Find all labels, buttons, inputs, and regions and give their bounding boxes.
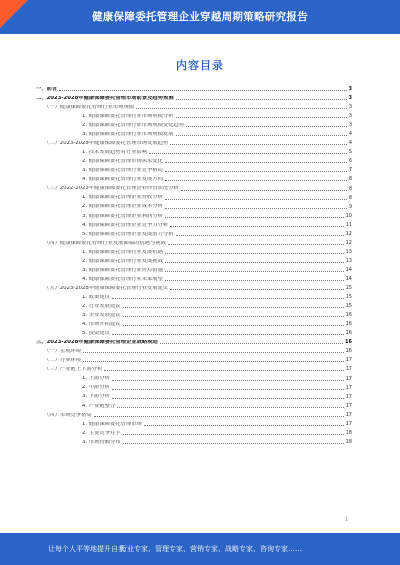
toc-entry-text: 3. 健康保障委托管理行业竞争格局 — [82, 168, 163, 174]
toc-entry-text: 4. 健康保障委托管理行业发展方向 — [82, 177, 163, 183]
toc-entry-text: 1. 健康保障委托管理企业营收分析 — [82, 195, 163, 201]
toc-page-number: 11 — [345, 221, 352, 228]
toc-page-number: 16 — [345, 321, 352, 328]
toc-page-number: 16 — [345, 330, 352, 337]
toc-entry[interactable] — [36, 94, 352, 103]
toc-entry[interactable] — [36, 139, 352, 148]
toc-page-number: 3 — [348, 86, 352, 93]
toc-leader-dots — [176, 135, 347, 136]
toc-entry-text: 二、2023-2028年健康保障委托管理市场前景及趋势预测 — [36, 95, 174, 101]
toc-page-number: 14 — [345, 276, 352, 282]
toc-entry-text: 2. 健康保障委托管理行业发展挑战 — [82, 258, 163, 264]
toc-entry[interactable] — [36, 384, 352, 393]
toc-leader-dots — [112, 380, 344, 381]
toc-page-number: 3 — [348, 95, 352, 102]
toc-entry-text: （四）健康保障委托管理行业发展面临的机遇与挑战 — [44, 240, 166, 246]
toc-page-number: 17 — [345, 384, 352, 391]
toc-entry-text: （一）宏观环境 — [44, 349, 82, 355]
toc-title: 内容目录 — [176, 59, 224, 72]
report-title: 健康保障委托管理企业穿越周期策略研究报告 — [92, 11, 308, 23]
toc-entry[interactable] — [36, 175, 352, 184]
toc-entry[interactable] — [36, 402, 352, 411]
toc-entry[interactable] — [36, 230, 352, 239]
toc-entry[interactable] — [36, 375, 352, 384]
toc-leader-dots — [112, 398, 344, 399]
toc-entry[interactable] — [36, 257, 352, 266]
toc-entry-text: 1. 政策建议 — [82, 294, 110, 300]
toc-entry-text: 2. 行业发展建议 — [82, 304, 121, 309]
toc-entry[interactable] — [36, 420, 352, 429]
toc-page-number: 14 — [345, 266, 352, 273]
toc-entry-text: 1. 健康保障委托管理行业市场规模分析 — [82, 114, 174, 120]
toc-entry-text: 2. 健康保障委托管理企业成本分析 — [82, 204, 163, 210]
toc-entry-text: （四）市场竞争格局 — [44, 412, 92, 418]
toc-entry-text: 2. 中游分析 — [82, 385, 110, 391]
toc-entry-text: （二）2023-2028年健康保障委托管理市场发展趋势 — [44, 141, 169, 147]
toc-leader-dots — [123, 307, 344, 308]
toc-leader-dots — [165, 171, 347, 172]
toc-entry[interactable] — [36, 203, 352, 212]
toc-entry-text: 3. 健康保障委托管理行业应对措施 — [82, 267, 163, 273]
toc-entry[interactable] — [36, 130, 352, 139]
header-bar — [0, 0, 400, 34]
toc-entry[interactable] — [36, 121, 352, 130]
toc-page-number: 4 — [348, 131, 352, 138]
toc-leader-dots — [165, 262, 344, 263]
toc-entry[interactable] — [36, 275, 352, 284]
toc-entry[interactable] — [36, 320, 352, 329]
toc-page-number: 3 — [348, 104, 352, 111]
toc-entry-text: 3. 企业发展建议 — [82, 313, 121, 319]
toc-page-number: 17 — [345, 402, 352, 409]
toc-entry[interactable] — [36, 85, 352, 94]
toc-leader-dots — [165, 199, 347, 200]
toc-entry-text: 2. 主要竞争对手 — [82, 430, 121, 436]
toc-page-number: 3 — [348, 113, 352, 120]
toc-entry[interactable] — [36, 311, 352, 320]
toc-page-number: 16 — [345, 312, 352, 319]
toc-entry[interactable] — [36, 266, 352, 275]
toc-page-number: 15 — [345, 303, 352, 310]
toc-entry[interactable] — [36, 302, 352, 311]
toc-page-number: 4 — [348, 140, 352, 147]
toc-leader-dots — [112, 334, 344, 335]
toc-leader-dots — [94, 416, 344, 417]
toc-page-number: 13 — [345, 248, 352, 255]
toc-leader-dots — [176, 99, 347, 100]
toc-page-number: 17 — [345, 411, 352, 418]
toc-entry-text: 1. 健康保障委托管理行业发展机遇 — [82, 249, 163, 255]
toc-leader-dots — [123, 325, 344, 326]
toc-leader-dots — [123, 443, 344, 444]
toc-page-number: 17 — [345, 375, 352, 382]
toc-leader-dots — [165, 208, 347, 209]
page-number: 1 — [345, 517, 349, 523]
toc-leader-dots — [168, 244, 344, 245]
footer-experts: 行业专家、管理专家、营销专家、战略专家、咨询专家…… — [120, 545, 302, 553]
toc-page-number: 12 — [345, 230, 352, 237]
toc-entry-text: 3. 市场份额分布 — [82, 439, 121, 445]
toc-page-number: 3 — [348, 122, 352, 129]
toc-page-number: 10 — [345, 212, 352, 219]
table-of-contents — [36, 85, 352, 447]
toc-page-number: 15 — [345, 294, 352, 301]
toc-entry-text: （三）产业链上下游分析 — [44, 367, 103, 373]
toc-entry[interactable] — [36, 221, 352, 230]
toc-page-number: 18 — [345, 429, 352, 436]
toc-leader-dots — [104, 370, 343, 371]
toc-leader-dots — [165, 180, 347, 181]
toc-entry[interactable] — [36, 166, 352, 175]
toc-entry-text: （五）2023-2028年健康保障委托管理行业发展建议 — [44, 285, 169, 291]
toc-leader-dots — [170, 289, 343, 290]
toc-leader-dots — [176, 235, 344, 236]
toc-page-number: 7 — [348, 167, 352, 174]
toc-entry[interactable] — [36, 347, 352, 356]
toc-page-number: 16 — [345, 348, 352, 355]
toc-leader-dots — [165, 217, 344, 218]
toc-entry-text: 3. 下游分析 — [82, 394, 110, 400]
toc-leader-dots — [117, 407, 343, 408]
toc-leader-dots — [83, 352, 344, 353]
toc-entry[interactable] — [36, 411, 352, 420]
toc-leader-dots — [165, 162, 347, 163]
toc-entry[interactable] — [36, 185, 352, 194]
toc-leader-dots — [144, 425, 344, 426]
toc-entry[interactable] — [36, 103, 352, 112]
toc-page-number: 17 — [345, 357, 352, 364]
footer-bar — [0, 533, 400, 565]
toc-entry[interactable] — [36, 157, 352, 166]
toc-entry[interactable] — [36, 338, 352, 347]
toc-entry-text: 2. 健康保障委托管理市场需求变化 — [82, 159, 163, 165]
toc-entry[interactable] — [36, 393, 352, 402]
toc-entry[interactable] — [36, 212, 352, 221]
toc-entry-text: 3. 健康保障委托管理行业市场规模发展 — [82, 132, 174, 138]
toc-page-number: 13 — [345, 257, 352, 264]
toc-leader-dots — [176, 117, 347, 118]
toc-page-number: 17 — [345, 366, 352, 373]
toc-leader-dots — [112, 298, 344, 299]
toc-entry-text: （三）2022-2023年健康保障委托管理企业经营状况分析 — [44, 186, 179, 192]
toc-entry[interactable] — [36, 248, 352, 257]
toc-page-number: 8 — [348, 185, 352, 192]
toc-entry[interactable] — [36, 148, 352, 157]
toc-entry-text: 一、前言 — [36, 86, 58, 92]
toc-leader-dots — [165, 253, 344, 254]
toc-leader-dots — [136, 108, 347, 109]
toc-leader-dots — [112, 389, 344, 390]
toc-entry-text: 5. 健康保障委托管理企业发展潜力分析 — [82, 231, 174, 237]
toc-leader-dots — [149, 153, 347, 154]
toc-entry-text: 3. 健康保障委托管理企业利润分析 — [82, 213, 163, 219]
toc-entry-text: 三、2023-2028年健康保障委托管理企业战略规划 — [36, 340, 158, 346]
toc-page-number: 17 — [345, 420, 352, 427]
toc-entry[interactable] — [36, 293, 352, 302]
toc-page-number: 17 — [345, 393, 352, 400]
toc-leader-dots — [170, 144, 347, 145]
toc-entry-text: 1. 技术发展趋势对行业影响 — [82, 150, 148, 156]
toc-leader-dots — [59, 90, 346, 91]
toc-page-number: 8 — [348, 194, 352, 201]
toc-page-number: 5 — [348, 149, 352, 156]
toc-leader-dots — [123, 434, 344, 435]
toc-entry-text: 1. 健康保障委托管理市场 — [82, 421, 142, 427]
toc-entry[interactable] — [36, 284, 352, 293]
toc-entry-text: 2. 健康保障委托管理行业市场规模变化趋势 — [82, 123, 185, 129]
toc-entry-text: 1. 上游分析 — [82, 376, 110, 382]
toc-page-number: 15 — [345, 285, 352, 292]
toc-page-number: 18 — [345, 438, 352, 445]
toc-entry[interactable] — [36, 365, 352, 374]
toc-leader-dots — [165, 280, 344, 281]
toc-entry-text: （二）行业环境 — [44, 358, 82, 364]
toc-leader-dots — [181, 190, 347, 191]
toc-leader-dots — [160, 343, 343, 344]
toc-entry-text: （一）健康保障委托管理行业市场规模 — [44, 104, 135, 110]
toc-leader-dots — [186, 126, 347, 127]
toc-page-number: 12 — [345, 239, 352, 246]
toc-entry[interactable] — [36, 329, 352, 338]
toc-leader-dots — [83, 361, 344, 362]
toc-entry-text: 4. 市场开拓建议 — [82, 322, 121, 328]
toc-leader-dots — [123, 316, 344, 317]
toc-entry-text: 4. 产业链整合 — [82, 403, 116, 409]
toc-entry[interactable] — [36, 356, 352, 365]
toc-leader-dots — [170, 226, 343, 227]
toc-entry[interactable] — [36, 429, 352, 438]
toc-entry[interactable] — [36, 438, 352, 447]
toc-page-number: 8 — [348, 176, 352, 183]
toc-page-number: 16 — [345, 339, 352, 346]
toc-page-number: 9 — [348, 203, 352, 210]
toc-entry[interactable] — [36, 112, 352, 121]
toc-entry-text: 5. 投资建议 — [82, 331, 110, 337]
toc-entry-text: 4. 健康保障委托管理企业竞争力分析 — [82, 222, 169, 228]
footer-slogan: 让每个人平等地提升自我 — [48, 545, 125, 553]
toc-leader-dots — [165, 271, 344, 272]
toc-entry[interactable] — [36, 194, 352, 203]
toc-page-number: 6 — [348, 158, 352, 165]
toc-entry-text: 4. 健康保障委托管理行业未来展望 — [82, 276, 163, 282]
toc-entry[interactable] — [36, 239, 352, 248]
